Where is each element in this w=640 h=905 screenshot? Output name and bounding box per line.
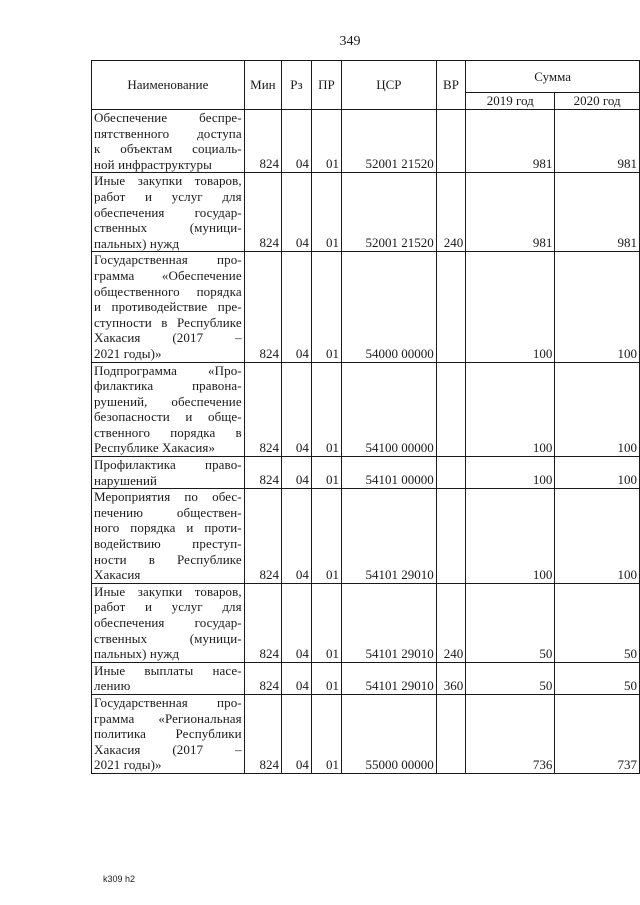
sum-2020-cell: 100 xyxy=(555,457,640,489)
vr-cell xyxy=(436,457,465,489)
row-name-line: ственных (муници- xyxy=(94,220,242,236)
row-name-line: пальных) нужд xyxy=(94,646,180,662)
row-name-line: Государственная про- xyxy=(94,694,242,710)
pr-cell: 01 xyxy=(311,252,341,362)
sum-2020-cell: 50 xyxy=(555,583,640,662)
row-name-line: ственного порядка в xyxy=(94,424,242,440)
row-name-cell xyxy=(92,662,245,694)
row-name-cell xyxy=(92,583,245,662)
row-name-cell xyxy=(92,173,245,252)
sum-2019-cell: 100 xyxy=(466,489,555,584)
csr-cell: 54100 00000 xyxy=(341,362,436,457)
csr-cell: 54101 29010 xyxy=(341,489,436,584)
sum-2020-cell: 100 xyxy=(555,489,640,584)
row-name-line: ступности в Республике xyxy=(94,314,242,330)
header-year-2020: 2020 год xyxy=(555,93,640,110)
table-row xyxy=(92,457,640,489)
row-name-line: работ и услуг для xyxy=(94,188,242,204)
row-name-line: Хакасия (2017 – xyxy=(94,741,242,757)
min-cell: 824 xyxy=(244,252,281,362)
header-csr: ЦСР xyxy=(341,61,436,110)
row-name-line: грамма «Обеспечение xyxy=(94,267,242,283)
row-name-line: к объектам социаль- xyxy=(94,141,242,157)
csr-cell: 54101 29010 xyxy=(341,583,436,662)
table-row xyxy=(92,489,640,584)
rz-cell: 04 xyxy=(282,252,312,362)
row-name-cell xyxy=(92,110,245,173)
pr-cell: 01 xyxy=(311,110,341,173)
vr-cell xyxy=(436,489,465,584)
sum-2020-cell: 981 xyxy=(555,110,640,173)
row-name-line: Обеспечение беспре- xyxy=(94,110,242,125)
row-name-line: Профилактика право- xyxy=(94,457,242,473)
row-name-line: Иные выплаты насе- xyxy=(94,662,242,678)
min-cell: 824 xyxy=(244,694,281,773)
header-year-2019: 2019 год xyxy=(466,93,555,110)
sum-2019-cell: 100 xyxy=(466,362,555,457)
row-name-cell xyxy=(92,362,245,457)
row-name-line: Иные закупки товаров, xyxy=(94,173,242,189)
header-pr: ПР xyxy=(311,61,341,110)
sum-2019-cell: 100 xyxy=(466,457,555,489)
header-name: Наименование xyxy=(92,61,245,110)
table-body xyxy=(92,110,640,774)
row-name-line: грамма «Региональная xyxy=(94,710,242,726)
row-name-line: ственных (муници- xyxy=(94,630,242,646)
sum-2019-cell: 981 xyxy=(466,110,555,173)
row-name-line: работ и услуг для xyxy=(94,599,242,615)
row-name-cell xyxy=(92,694,245,773)
row-name-line: обеспечения государ- xyxy=(94,204,242,220)
row-name-line: Хакасия (2017 – xyxy=(94,330,242,346)
row-name-line: Подпрограмма «Про- xyxy=(94,362,242,378)
row-name-line: 2021 годы)» xyxy=(94,757,162,773)
csr-cell: 54000 00000 xyxy=(341,252,436,362)
row-name-cell xyxy=(92,457,245,489)
pr-cell: 01 xyxy=(311,362,341,457)
pr-cell: 01 xyxy=(311,694,341,773)
rz-cell: 04 xyxy=(282,110,312,173)
rz-cell: 04 xyxy=(282,173,312,252)
table-header xyxy=(92,61,640,110)
row-name-line: общественного порядка xyxy=(94,283,242,299)
row-name-line: 2021 годы)» xyxy=(94,345,162,361)
vr-cell xyxy=(436,362,465,457)
row-name-line: Хакасия xyxy=(94,567,141,583)
vr-cell xyxy=(436,252,465,362)
row-name-line: нарушений xyxy=(94,472,158,488)
header-rz: Рз xyxy=(282,61,312,110)
header-sum: Сумма xyxy=(466,61,640,93)
row-name-line: безопасности и обще- xyxy=(94,409,242,425)
vr-cell xyxy=(436,110,465,173)
rz-cell: 04 xyxy=(282,662,312,694)
csr-cell: 55000 00000 xyxy=(341,694,436,773)
header-min: Мин xyxy=(244,61,281,110)
row-name-line: ной инфраструктуры xyxy=(94,156,212,172)
min-cell: 824 xyxy=(244,362,281,457)
sum-2019-cell: 736 xyxy=(466,694,555,773)
csr-cell: 54101 29010 xyxy=(341,662,436,694)
row-name-cell xyxy=(92,489,245,584)
row-name-line: Государственная про- xyxy=(94,252,242,268)
vr-cell xyxy=(436,694,465,773)
rz-cell: 04 xyxy=(282,583,312,662)
rz-cell: 04 xyxy=(282,362,312,457)
table-row xyxy=(92,694,640,773)
sum-2020-cell: 100 xyxy=(555,362,640,457)
row-name-line: политика Республики xyxy=(94,726,242,742)
row-name-line: обеспечения государ- xyxy=(94,615,242,630)
table-row xyxy=(92,583,640,662)
csr-cell: 52001 21520 xyxy=(341,173,436,252)
budget-table xyxy=(91,60,640,774)
vr-cell: 240 xyxy=(436,173,465,252)
pr-cell: 01 xyxy=(311,489,341,584)
sum-2019-cell: 100 xyxy=(466,252,555,362)
row-name-line: филактика правона- xyxy=(94,378,242,394)
min-cell: 824 xyxy=(244,489,281,584)
row-name-line: пятственного доступа xyxy=(94,125,242,141)
row-name-line: пальных) нужд xyxy=(94,235,180,251)
vr-cell: 360 xyxy=(436,662,465,694)
row-name-line: Мероприятия по обес- xyxy=(94,489,242,505)
vr-cell: 240 xyxy=(436,583,465,662)
footer-code: k309 h2 xyxy=(103,874,136,884)
row-name-cell xyxy=(92,252,245,362)
sum-2019-cell: 50 xyxy=(466,583,555,662)
sum-2019-cell: 50 xyxy=(466,662,555,694)
table-row xyxy=(92,110,640,173)
min-cell: 824 xyxy=(244,173,281,252)
sum-2020-cell: 50 xyxy=(555,662,640,694)
rz-cell: 04 xyxy=(282,457,312,489)
min-cell: 824 xyxy=(244,457,281,489)
sum-2020-cell: 981 xyxy=(555,173,640,252)
row-name-line: лению xyxy=(94,678,131,694)
rz-cell: 04 xyxy=(282,489,312,584)
pr-cell: 01 xyxy=(311,583,341,662)
row-name-line: печению обществен- xyxy=(94,504,242,520)
rz-cell: 04 xyxy=(282,694,312,773)
sum-2020-cell: 100 xyxy=(555,252,640,362)
pr-cell: 01 xyxy=(311,173,341,252)
sum-2020-cell: 737 xyxy=(555,694,640,773)
min-cell: 824 xyxy=(244,583,281,662)
row-name-line: ности в Республике xyxy=(94,551,242,567)
page-number: 349 xyxy=(339,34,361,49)
row-name-line: рушений, обеспечение xyxy=(94,393,242,409)
sum-2019-cell: 981 xyxy=(466,173,555,252)
min-cell: 824 xyxy=(244,662,281,694)
csr-cell: 52001 21520 xyxy=(341,110,436,173)
table-row xyxy=(92,662,640,694)
row-name-line: Республике Хакасия» xyxy=(94,440,216,456)
row-name-line: Иные закупки товаров, xyxy=(94,583,242,599)
csr-cell: 54101 00000 xyxy=(341,457,436,489)
table-row xyxy=(92,362,640,457)
pr-cell: 01 xyxy=(311,662,341,694)
min-cell: 824 xyxy=(244,110,281,173)
table-row xyxy=(92,252,640,362)
row-name-line: ного порядка и проти- xyxy=(94,520,242,536)
header-vr: ВР xyxy=(436,61,465,110)
row-name-line: и противодействие пре- xyxy=(94,299,242,315)
row-name-line: водействию преступ- xyxy=(94,536,242,552)
table-row xyxy=(92,173,640,252)
pr-cell: 01 xyxy=(311,457,341,489)
